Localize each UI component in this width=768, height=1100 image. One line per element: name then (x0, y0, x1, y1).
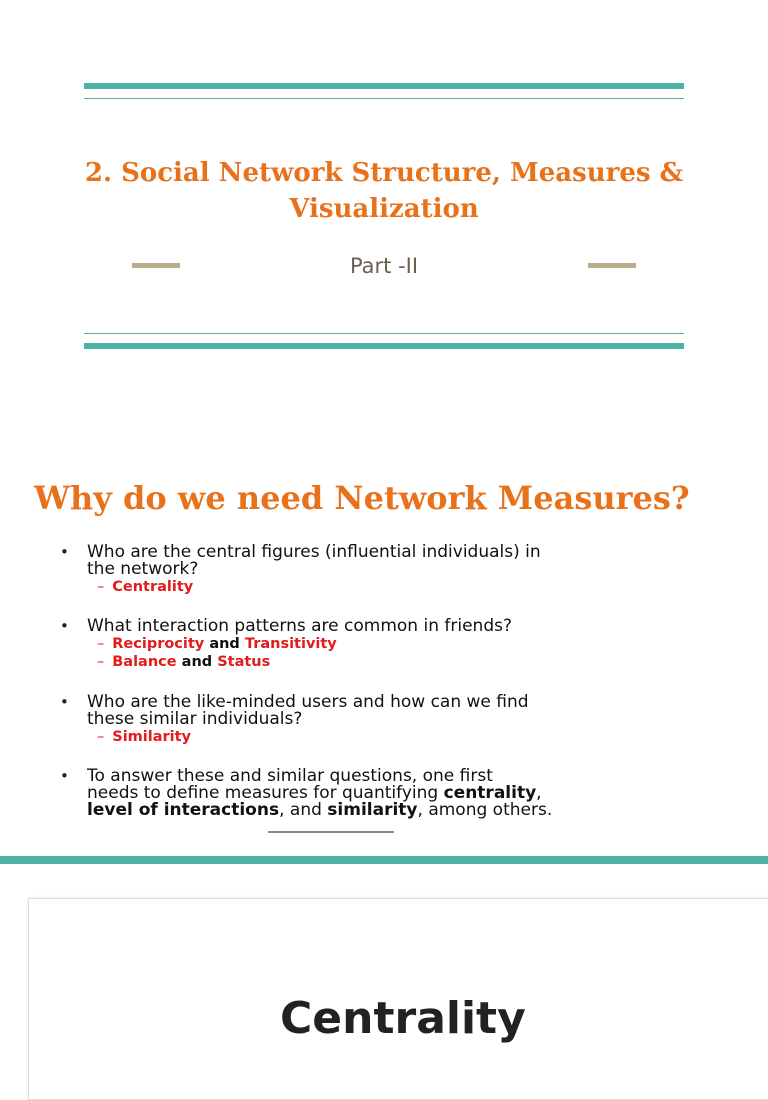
pen-underline-mark (268, 831, 394, 833)
bullet-dot-icon: • (60, 693, 69, 711)
next-slide-title: Centrality (280, 993, 526, 1044)
sub-item (87, 578, 680, 596)
list-item (60, 618, 680, 671)
sub-item (87, 635, 680, 653)
statement-emphasis: level of interactions (87, 800, 280, 820)
bullet-question (87, 544, 680, 578)
statement-emphasis: centrality (443, 783, 537, 803)
bottom-accent-bar (84, 343, 684, 349)
question-line: What interaction patterns are common in friends? (87, 616, 512, 636)
statement-text: , (536, 783, 542, 803)
slide-separator-bar (0, 856, 768, 864)
bullet-dot-icon: • (60, 543, 69, 561)
dash-icon: – (97, 579, 105, 595)
question-line: the network? (87, 559, 199, 579)
list-item (60, 544, 680, 596)
dash-icon: – (97, 729, 105, 745)
bullet-question (87, 618, 680, 635)
question-line: Who are the like-minded users and how can we find (87, 692, 529, 712)
right-decorative-dash (588, 263, 636, 268)
section-heading: Why do we need Network Measures? (34, 479, 690, 517)
statement-text: , among others. (417, 800, 553, 820)
answer-term: Status (217, 654, 271, 670)
statement-emphasis: similarity (327, 800, 418, 820)
bottom-accent-line (84, 333, 684, 334)
top-accent-bar (84, 83, 684, 89)
answer-term: Similarity (112, 729, 192, 745)
slide-title-line-1: 2. Social Network Structure, Measures & (84, 158, 684, 188)
bullet-question (87, 694, 680, 728)
bullet-statement (87, 768, 680, 819)
bullet-dot-icon: • (60, 617, 69, 635)
answer-term: Transitivity (244, 636, 337, 652)
answer-joiner: and (181, 654, 213, 670)
bullet-list (60, 544, 680, 819)
slide-title (84, 155, 684, 227)
list-item (60, 694, 680, 746)
answer-joiner: and (209, 636, 240, 652)
statement-line: To answer these and similar questions, one first (87, 766, 493, 786)
list-item (60, 768, 680, 819)
question-line: these similar individuals? (87, 709, 303, 729)
sub-item (87, 728, 680, 746)
question-line: Who are the central figures (influential individuals) in (87, 542, 541, 562)
slide-subtitle: Part -II (349, 254, 419, 278)
dash-icon: – (97, 636, 105, 652)
statement-text: needs to define measures for quantifying (87, 783, 439, 803)
dash-icon: – (97, 654, 105, 670)
top-accent-line (84, 98, 684, 99)
answer-term: Centrality (112, 579, 194, 595)
slide-title-line-2: Visualization (289, 194, 479, 224)
statement-text: , and (279, 800, 322, 820)
sub-item (87, 653, 680, 671)
answer-term: Reciprocity (112, 636, 205, 652)
bullet-dot-icon: • (60, 767, 69, 785)
answer-term: Balance (112, 654, 177, 670)
